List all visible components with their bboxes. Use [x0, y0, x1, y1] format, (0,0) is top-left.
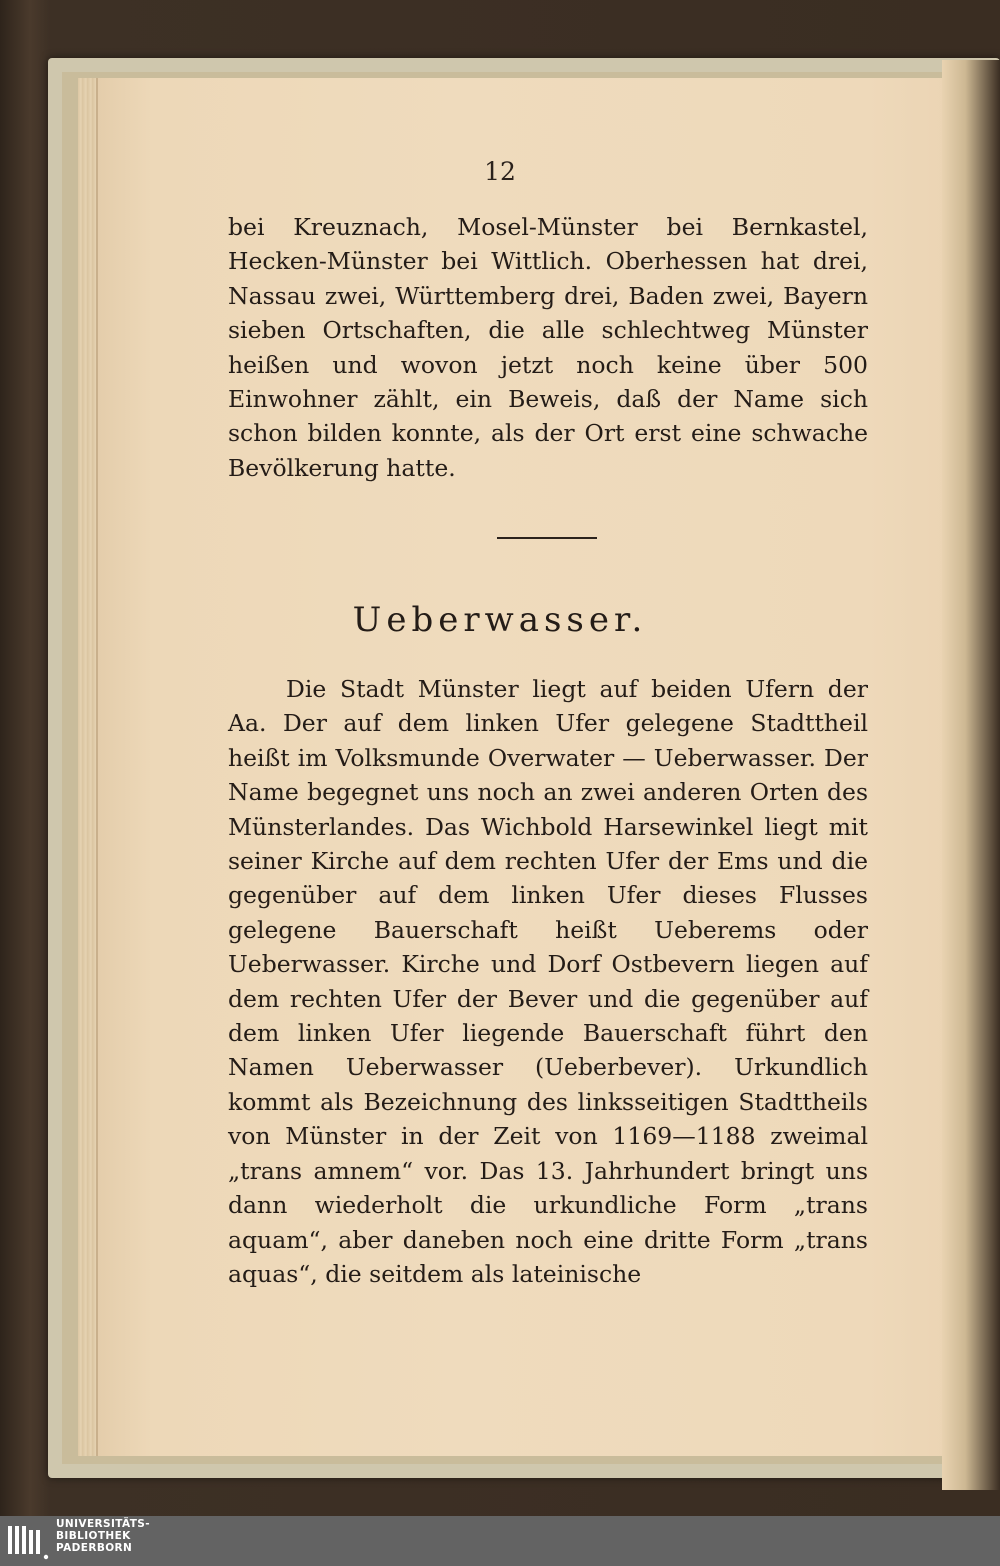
- paragraph-text: bei Kreuznach, Mosel-Münster bei Bernkastel, Hecken-Münster bei Wittlich. Oberhessen hat drei, Nassau zwei, Württemberg drei, Baden zwei, Bayern sieben Ortschaften, die alle schlechtweg Münster heißen und wovon jetzt noch keine über 500 Einwohner zählt, ein Beweis, daß der Name sich schon bilden konnte, als der Ort erst eine schwache Bevölkerung hatte.: [228, 213, 868, 482]
- library-columns-icon: [6, 1524, 50, 1560]
- section-paragraph: [228, 672, 868, 1291]
- section-heading: Ueberwasser.: [352, 600, 648, 640]
- paragraph-text: Die Stadt Münster liegt auf beiden Ufern der Aa. Der auf dem linken Ufer gelegene Stadttheil heißt im Volksmunde Overwater — Ueberwasser. Der Name begegnet uns noch an zwei anderen Orten des Münsterlandes. Das Wichbold Harsewinkel liegt mit seiner Kirche auf dem rechten Ufer der Ems und die gegenüber auf dem linken Ufer dieses Flusses gelegene Bauerschaft heißt Ueberems oder Ueberwasser. Kirche und Dorf Ostbevern liegen auf dem rechten Ufer der Bever und die gegenüber auf dem linken Ufer liegende Bauerschaft führt den Namen Ueberwasser (Ueberbever). Urkundlich kommt als Bezeichnung des linksseitigen Stadttheils von Münster in der Zeit von 1169—1188 zweimal „trans amnem“ vor. Das 13. Jahrhundert bringt uns dann wiederholt die urkundliche Form „trans aquam“, aber daneben noch eine dritte Form „trans aquas“, die seitdem als lateinische: [228, 675, 868, 1288]
- page-number: 12: [484, 157, 516, 186]
- section-divider: [497, 537, 597, 539]
- facing-page-edge: [942, 60, 1000, 1490]
- logo-line-3: PADERBORN: [56, 1542, 133, 1554]
- library-logo-text: [56, 1518, 150, 1554]
- logo-line-2: BIBLIOTHEK: [56, 1530, 131, 1542]
- logo-line-1: UNIVERSITÄTS-: [56, 1518, 151, 1530]
- paragraph-continued: [228, 210, 868, 485]
